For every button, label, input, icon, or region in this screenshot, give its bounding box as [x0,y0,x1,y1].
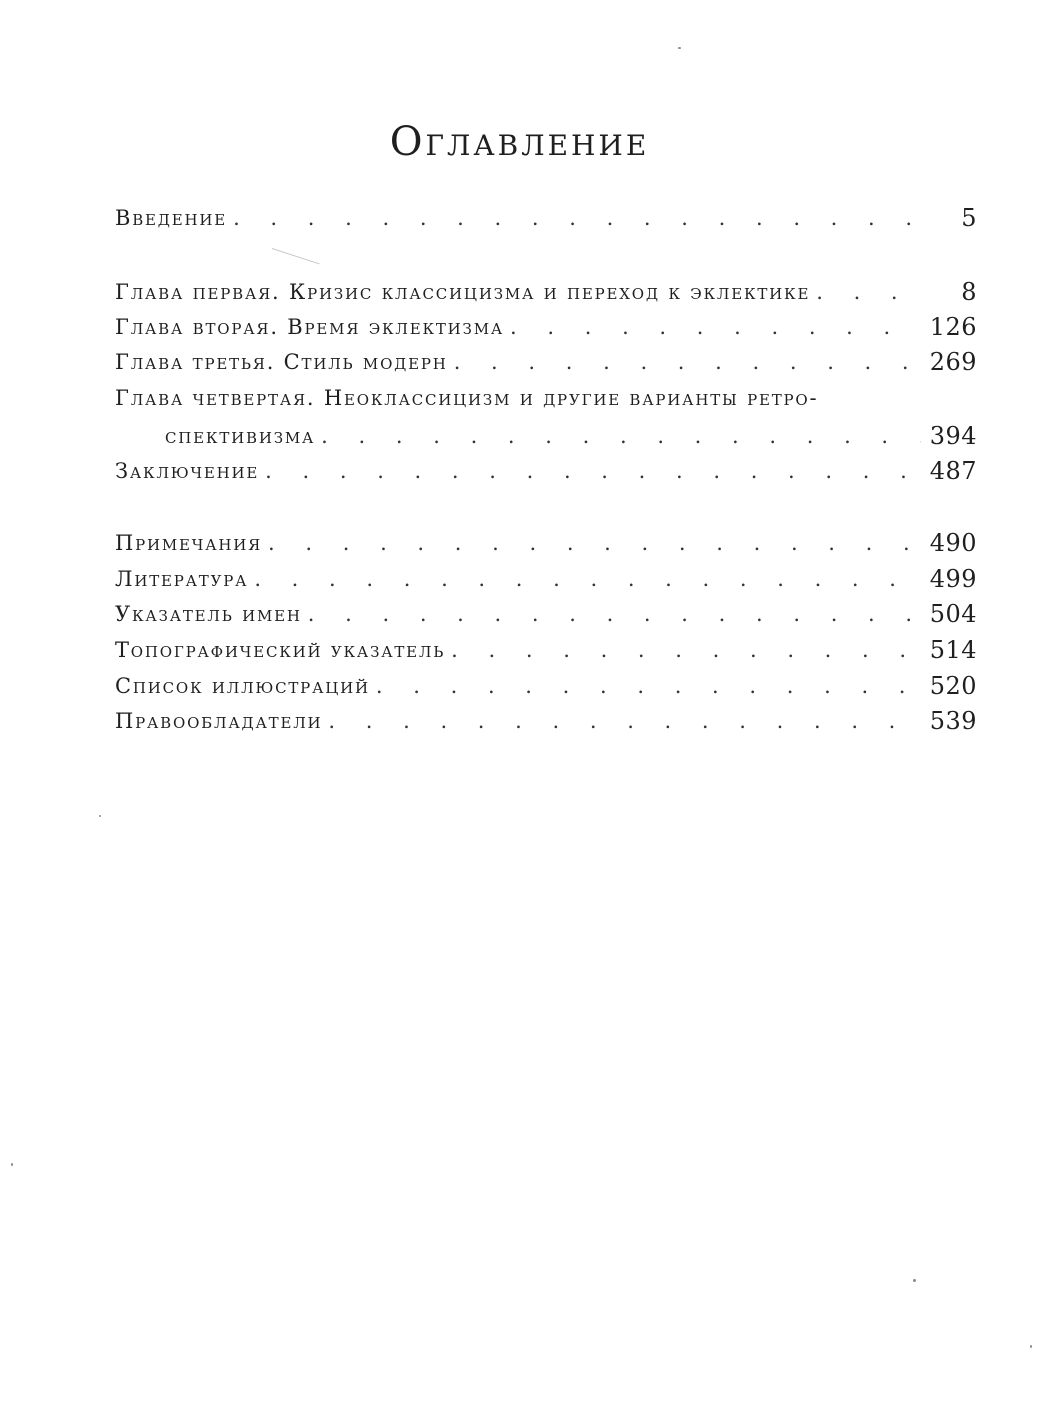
toc-entry-label: Глава четвертая. Неоклассицизм и другие варианты ретро- [115,386,819,410]
toc-entry-label: Список иллюстраций [115,674,370,698]
toc-entry-page: 504 [929,600,977,628]
dot-leader [233,200,921,236]
toc-entry-label: Глава вторая. Время эклектизма [115,315,505,339]
toc-entry-chapter-2[interactable] [115,309,977,345]
toc-entry-introduction[interactable] [115,200,977,236]
toc-entry-conclusion[interactable] [115,453,977,489]
dot-leader [321,418,921,454]
scan-speck [99,815,101,817]
toc-entry-label: Указатель имен [115,602,302,626]
dot-leader [816,274,921,310]
dot-leader [376,668,921,704]
toc-entry-label: Заключение [115,459,260,483]
toc-entry-name-index[interactable] [115,596,977,632]
toc-entry-page: 514 [929,636,977,664]
toc-entry-page: 394 [929,422,977,450]
dot-leader [454,344,921,380]
scan-speck [913,1279,916,1282]
dot-leader [451,632,921,668]
toc-entry-topographic-index[interactable] [115,632,977,668]
toc-entry-page: 539 [929,707,977,735]
dot-leader [510,309,921,345]
toc-entry-label: Введение [115,206,228,230]
toc-entry-label: Правообладатели [115,709,323,733]
scan-scratch [272,248,320,264]
dot-leader [328,703,921,739]
scan-speck [678,47,681,49]
toc-entry-page: 8 [961,278,977,306]
toc-entry-chapter-1[interactable] [115,274,977,310]
toc-entry-chapter-4-continuation[interactable] [115,418,977,454]
toc-entry-label: Литература [115,567,249,591]
dot-leader [268,525,921,561]
toc-entry-label: Глава первая. Кризис классицизма и переход к эклектике [115,280,811,304]
toc-entry-rightsholders[interactable] [115,703,977,739]
toc-entry-label: Топографический указатель [115,638,446,662]
toc-entry-chapter-3[interactable] [115,344,977,380]
toc-entry-literature[interactable] [115,561,977,597]
dot-leader [308,596,921,632]
toc-entry-page: 490 [929,529,977,557]
toc-entry-page: 499 [929,565,977,593]
dot-leader [254,561,921,597]
toc-entry-page: 487 [929,457,977,485]
dot-leader [265,453,921,489]
toc-entry-page: 126 [929,313,977,341]
toc-entry-notes[interactable] [115,525,977,561]
toc-entry-page: 269 [929,348,977,376]
toc-entry-illustrations[interactable] [115,668,977,704]
toc-entry-label: Глава третья. Стиль модерн [115,350,448,374]
toc-entry-page: 5 [961,204,977,232]
toc-entry-chapter-4[interactable] [115,380,977,416]
toc-entry-label-continuation: спективизма [165,424,316,448]
page-title: Оглавление [389,119,650,165]
scan-speck [11,1163,13,1166]
toc-entry-label: Примечания [115,531,263,555]
scan-speck [1030,1345,1032,1348]
toc-entry-page: 520 [929,672,977,700]
